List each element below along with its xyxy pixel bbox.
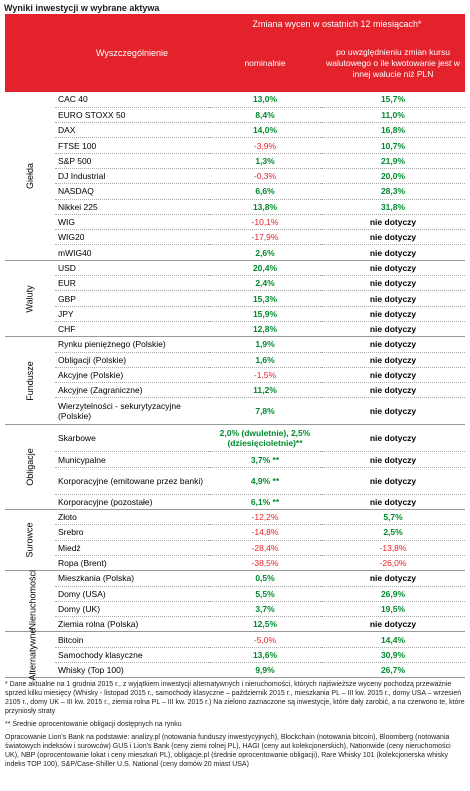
fx-adjusted-value: nie dotyczy bbox=[321, 260, 465, 275]
category-cell bbox=[5, 628, 55, 681]
table-row bbox=[5, 92, 465, 107]
item-name: CAC 40 bbox=[55, 92, 209, 107]
nominal-value: -0,3% bbox=[209, 168, 321, 183]
category-label: Obligacje bbox=[25, 448, 35, 486]
item-name: Rynku pieniężnego (Polskie) bbox=[55, 337, 209, 352]
item-name: Korporacyjne (emitowane przez banki) bbox=[55, 467, 209, 494]
footnote: * Dane aktualne na 1 grudnia 2015 r., z wyjątkiem inwestycji alternatywnych i nieruchomości, których najświeższe wyceny pochodzą przeważnie sprzed kilku miesięcy (Whisky - listopad 2015 r., samochody klasyczne – październik 2015 r., mieszkania PL – III kw. 2015 r., domy USA – wrzesień 2105 r., domy UK – III kw. 2015 r., ziemia rolna PL – III kw. 2015 r.) Na zielono zaznaczone są inwestycje, które dały zarobić, a na czerwono te, które przyniosły straty bbox=[5, 681, 465, 715]
category-cell bbox=[5, 260, 55, 336]
fx-adjusted-value: -26,0% bbox=[321, 555, 465, 570]
nominal-value: 1,6% bbox=[209, 352, 321, 367]
nominal-value: -10,1% bbox=[209, 214, 321, 229]
table-row bbox=[5, 601, 465, 616]
table-row bbox=[5, 617, 465, 632]
header-fx: po uwzględnieniu zmian kursu walutowego o ile kwotowanie jest w innej walucie niż PLN bbox=[321, 34, 465, 92]
item-name: Mieszkania (Polska) bbox=[55, 571, 209, 586]
fx-adjusted-value: nie dotyczy bbox=[321, 617, 465, 632]
table-row bbox=[5, 107, 465, 122]
item-name: Samochody klasyczne bbox=[55, 647, 209, 662]
fx-adjusted-value: 16,8% bbox=[321, 123, 465, 138]
fx-adjusted-value: 14,4% bbox=[321, 632, 465, 647]
nominal-value: 13,0% bbox=[209, 92, 321, 107]
table-row bbox=[5, 383, 465, 398]
nominal-value: 9,9% bbox=[209, 663, 321, 678]
table-row bbox=[5, 452, 465, 467]
fx-adjusted-value: 30,9% bbox=[321, 647, 465, 662]
category-label: Nieruchomości bbox=[27, 569, 38, 630]
item-name: DJ Industrial bbox=[55, 168, 209, 183]
item-name: Wierzytelności - sekurytyzacyjne (Polskie) bbox=[55, 398, 209, 425]
item-name: Municypalne bbox=[55, 452, 209, 467]
item-name: WIG bbox=[55, 214, 209, 229]
fx-adjusted-value: -13,8% bbox=[321, 540, 465, 555]
nominal-value: 11,2% bbox=[209, 383, 321, 398]
item-name: Srebro bbox=[55, 525, 209, 540]
table-row bbox=[5, 510, 465, 525]
fx-adjusted-value: nie dotyczy bbox=[321, 398, 465, 425]
category-cell bbox=[5, 571, 55, 632]
table-row bbox=[5, 245, 465, 260]
fx-adjusted-value: nie dotyczy bbox=[321, 214, 465, 229]
nominal-value: -14,8% bbox=[209, 525, 321, 540]
nominal-value: 20,4% bbox=[209, 260, 321, 275]
nominal-value: 13,8% bbox=[209, 199, 321, 214]
item-name: Złoto bbox=[55, 510, 209, 525]
nominal-value: 1,3% bbox=[209, 153, 321, 168]
table-row bbox=[5, 123, 465, 138]
table-row bbox=[5, 525, 465, 540]
fx-adjusted-value: 10,7% bbox=[321, 138, 465, 153]
fx-adjusted-value: 31,8% bbox=[321, 199, 465, 214]
nominal-value: 12,5% bbox=[209, 617, 321, 632]
nominal-value: 2,4% bbox=[209, 276, 321, 291]
table-row bbox=[5, 184, 465, 199]
item-name: Miedź bbox=[55, 540, 209, 555]
fx-adjusted-value: 11,0% bbox=[321, 107, 465, 122]
fx-adjusted-value: 26,9% bbox=[321, 586, 465, 601]
fx-adjusted-value: nie dotyczy bbox=[321, 452, 465, 467]
table-row bbox=[5, 367, 465, 382]
nominal-value: 3,7% ** bbox=[209, 452, 321, 467]
table-row bbox=[5, 647, 465, 662]
category-label: Giełda bbox=[24, 162, 35, 189]
fx-adjusted-value: 21,9% bbox=[321, 153, 465, 168]
fx-adjusted-value: 26,7% bbox=[321, 663, 465, 678]
page-title: Wyniki inwestycji w wybrane aktywa bbox=[4, 3, 160, 13]
footnote: Opracowanie Lion's Bank na podstawie: analizy.pl (notowania funduszy inwestycyjnych), Blockchain (notowania bitcoin), Bloomberg (notowania światowych indeksów i surowców) GUS i Lion's Bank (ceny ziemi rolnej PL), HAGI (ceny aut kolekcjonerskich), Nationwide (ceny nieruchomości UK), NBP (oprocentowanie lokat i ceny mieszkań PL), obligacje.pl (średnie oprocentowanie obligacji), Rare Whisky 101 (kolekcjonerska whisky indeks TOP 100), S&P/Case-Shiller U.S. National (ceny domów 20 miast USA) bbox=[5, 734, 451, 768]
nominal-value: -5,0% bbox=[209, 632, 321, 647]
item-name: Ziemia rolna (Polska) bbox=[55, 617, 209, 632]
item-name: FTSE 100 bbox=[55, 138, 209, 153]
nominal-value: 6,6% bbox=[209, 184, 321, 199]
fx-adjusted-value: nie dotyczy bbox=[321, 467, 465, 494]
item-name: NASDAQ bbox=[55, 184, 209, 199]
fx-adjusted-value: nie dotyczy bbox=[321, 321, 465, 336]
fx-adjusted-value: nie dotyczy bbox=[321, 367, 465, 382]
fx-adjusted-value: 28,3% bbox=[321, 184, 465, 199]
table-row bbox=[5, 138, 465, 153]
header-group: Zmiana wycen w ostatnich 12 miesiącach* bbox=[209, 14, 465, 34]
item-name: EUR bbox=[55, 276, 209, 291]
table-row bbox=[5, 337, 465, 352]
footnote: ** Średnie oprocentowanie obligacji dostępnych na rynku bbox=[5, 721, 182, 728]
nominal-value: 5,5% bbox=[209, 586, 321, 601]
item-name: S&P 500 bbox=[55, 153, 209, 168]
item-name: Akcyjne (Polskie) bbox=[55, 367, 209, 382]
fx-adjusted-value: 15,7% bbox=[321, 92, 465, 107]
nominal-value: 2,0% (dwuletnie), 2,5% (dziesięcioletnie)** bbox=[209, 425, 321, 452]
category-label: Fundusze bbox=[25, 361, 35, 401]
nominal-value: -28,4% bbox=[209, 540, 321, 555]
item-name: GBP bbox=[55, 291, 209, 306]
nominal-value: -12,2% bbox=[209, 510, 321, 525]
table-row bbox=[5, 632, 465, 647]
table-row bbox=[5, 398, 465, 425]
fx-adjusted-value: nie dotyczy bbox=[321, 571, 465, 586]
header-nominal: nominalnie bbox=[209, 34, 321, 92]
fx-adjusted-value: nie dotyczy bbox=[321, 291, 465, 306]
item-name: JPY bbox=[55, 306, 209, 321]
investment-results-table bbox=[5, 14, 465, 681]
fx-adjusted-value: nie dotyczy bbox=[321, 337, 465, 352]
table-row bbox=[5, 214, 465, 229]
nominal-value: -38,5% bbox=[209, 555, 321, 570]
nominal-value: -3,9% bbox=[209, 138, 321, 153]
category-cell bbox=[5, 337, 55, 425]
table-row bbox=[5, 321, 465, 336]
table-row bbox=[5, 663, 465, 678]
category-cell bbox=[5, 92, 55, 260]
fx-adjusted-value: 5,7% bbox=[321, 510, 465, 525]
table-row bbox=[5, 153, 465, 168]
nominal-value: 13,6% bbox=[209, 647, 321, 662]
fx-adjusted-value: 2,5% bbox=[321, 525, 465, 540]
nominal-value: 15,9% bbox=[209, 306, 321, 321]
nominal-value: 15,3% bbox=[209, 291, 321, 306]
fx-adjusted-value: nie dotyczy bbox=[321, 276, 465, 291]
header-blank-cell bbox=[5, 14, 55, 34]
table-row bbox=[5, 571, 465, 586]
fx-adjusted-value: nie dotyczy bbox=[321, 352, 465, 367]
nominal-value: 0,5% bbox=[209, 571, 321, 586]
table-row bbox=[5, 276, 465, 291]
item-name: Ropa (Brent) bbox=[55, 555, 209, 570]
item-name: Korporacyjne (pozostałe) bbox=[55, 494, 209, 509]
nominal-value: 3,7% bbox=[209, 601, 321, 616]
header-blank-cell bbox=[5, 34, 55, 92]
table-row bbox=[5, 352, 465, 367]
table-row bbox=[5, 168, 465, 183]
table-row bbox=[5, 467, 465, 494]
table-row bbox=[5, 494, 465, 509]
nominal-value: 4,9% ** bbox=[209, 467, 321, 494]
table-row bbox=[5, 306, 465, 321]
item-name: Akcyjne (Zagraniczne) bbox=[55, 383, 209, 398]
item-name: CHF bbox=[55, 321, 209, 336]
nominal-value: 14,0% bbox=[209, 123, 321, 138]
fx-adjusted-value: nie dotyczy bbox=[321, 306, 465, 321]
table-row bbox=[5, 260, 465, 275]
fx-adjusted-value: nie dotyczy bbox=[321, 425, 465, 452]
footnotes bbox=[5, 680, 465, 773]
table-row bbox=[5, 230, 465, 245]
fx-adjusted-value: nie dotyczy bbox=[321, 494, 465, 509]
fx-adjusted-value: nie dotyczy bbox=[321, 383, 465, 398]
category-cell bbox=[5, 510, 55, 571]
item-name: EURO STOXX 50 bbox=[55, 107, 209, 122]
category-cell bbox=[5, 425, 55, 510]
fx-adjusted-value: nie dotyczy bbox=[321, 230, 465, 245]
item-name: USD bbox=[55, 260, 209, 275]
nominal-value: 6,1% ** bbox=[209, 494, 321, 509]
item-name: Nikkei 225 bbox=[55, 199, 209, 214]
table-row bbox=[5, 540, 465, 555]
nominal-value: -17,9% bbox=[209, 230, 321, 245]
item-name: Whisky (Top 100) bbox=[55, 663, 209, 678]
item-name: Domy (UK) bbox=[55, 601, 209, 616]
category-label: Waluty bbox=[24, 284, 35, 313]
item-name: Skarbowe bbox=[55, 425, 209, 452]
item-name: WIG20 bbox=[55, 230, 209, 245]
category-label: Surowce bbox=[24, 522, 35, 558]
table-row bbox=[5, 555, 465, 570]
nominal-value: 12,8% bbox=[209, 321, 321, 336]
nominal-value: 8,4% bbox=[209, 107, 321, 122]
header-item: Wyszczególnienie bbox=[55, 14, 209, 92]
fx-adjusted-value: nie dotyczy bbox=[321, 245, 465, 260]
item-name: mWIG40 bbox=[55, 245, 209, 260]
nominal-value: 2,6% bbox=[209, 245, 321, 260]
fx-adjusted-value: 20,0% bbox=[321, 168, 465, 183]
nominal-value: 7,8% bbox=[209, 398, 321, 425]
item-name: Obligacji (Polskie) bbox=[55, 352, 209, 367]
table-row bbox=[5, 425, 465, 452]
category-label: Alternatywne bbox=[27, 628, 38, 681]
nominal-value: -1,5% bbox=[209, 367, 321, 382]
nominal-value: 1,9% bbox=[209, 337, 321, 352]
item-name: Bitcoin bbox=[55, 632, 209, 647]
table-row bbox=[5, 586, 465, 601]
fx-adjusted-value: 19,5% bbox=[321, 601, 465, 616]
table-row bbox=[5, 291, 465, 306]
item-name: Domy (USA) bbox=[55, 586, 209, 601]
item-name: DAX bbox=[55, 123, 209, 138]
table-row bbox=[5, 199, 465, 214]
